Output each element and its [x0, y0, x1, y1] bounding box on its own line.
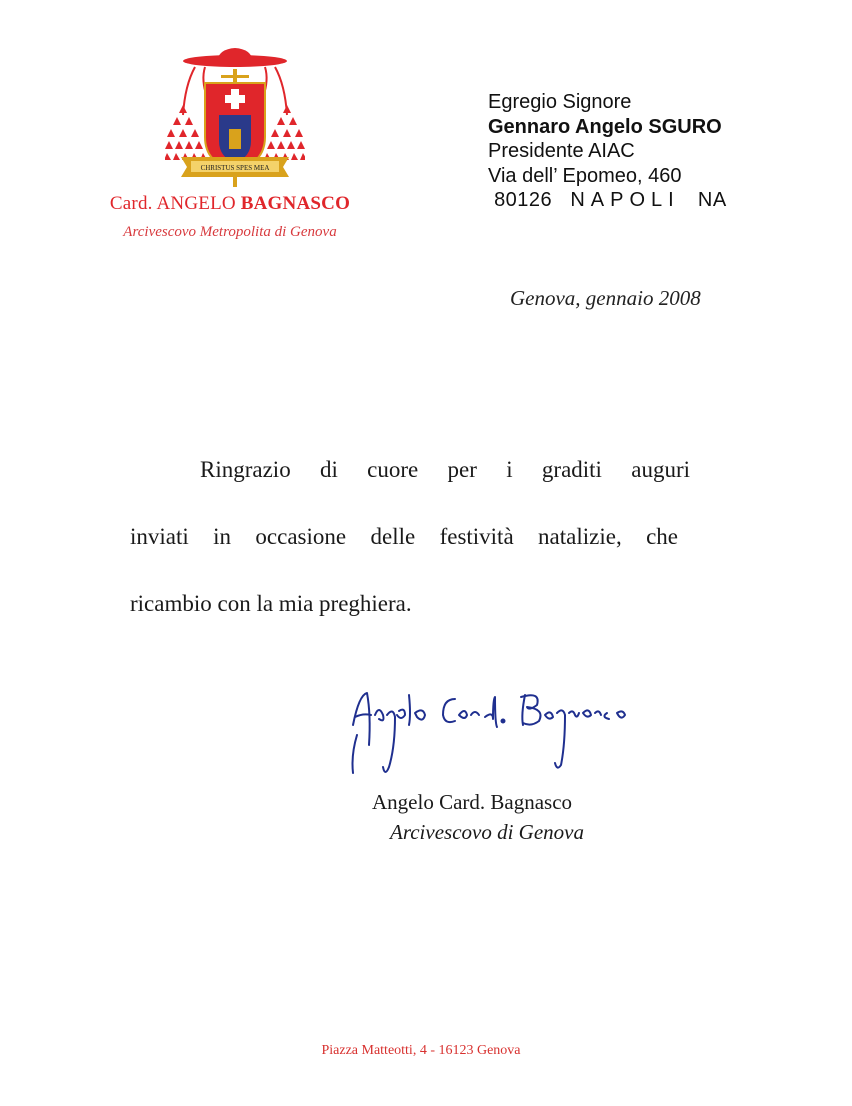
body-line-1: Ringrazio di cuore per i graditi auguri [200, 457, 690, 482]
letterhead-name [60, 193, 400, 215]
signatory-name: Angelo Card. Bagnasco [372, 790, 573, 814]
body-line-3: ricambio con la mia preghiera. [130, 591, 412, 616]
letterhead-subtitle [60, 220, 400, 242]
letterhead-name-last: BAGNASCO [240, 193, 351, 214]
svg-text:CHRISTUS SPES MEA: CHRISTUS SPES MEA [200, 164, 270, 172]
address-role: Presidente AIAC [488, 140, 635, 162]
handwritten-signature [345, 685, 635, 780]
svg-text:Arcivescovo Metropolita di Gen: Arcivescovo Metropolita di Genova [123, 224, 337, 240]
cardinal-coat-of-arms-icon [165, 45, 305, 190]
letter-body [130, 436, 690, 637]
letterhead-name-prefix: Card. [109, 193, 157, 214]
body-line-2: inviati in occasione delle festività natalizie, che [130, 524, 678, 549]
footer-address-text: Piazza Matteotti, 4 - 16123 Genova [321, 1043, 521, 1058]
address-street: Via dell’ Epomeo, 460 [488, 164, 682, 187]
address-postal-code: 80126 [494, 189, 553, 211]
address-recipient: Gennaro Angelo SGURO [488, 115, 722, 138]
letterhead-name-first: ANGELO [156, 193, 241, 214]
address-city-line [488, 188, 727, 213]
recipient-address [488, 90, 727, 213]
signatory-title: Arcivescovo di Genova [390, 820, 584, 844]
address-province: NA [697, 189, 727, 211]
address-salutation: Egregio Signore [488, 91, 632, 113]
address-city: NAPOLI [570, 189, 680, 211]
letter-date: Genova, gennaio 2008 [510, 286, 701, 310]
footer-address [0, 1043, 852, 1059]
